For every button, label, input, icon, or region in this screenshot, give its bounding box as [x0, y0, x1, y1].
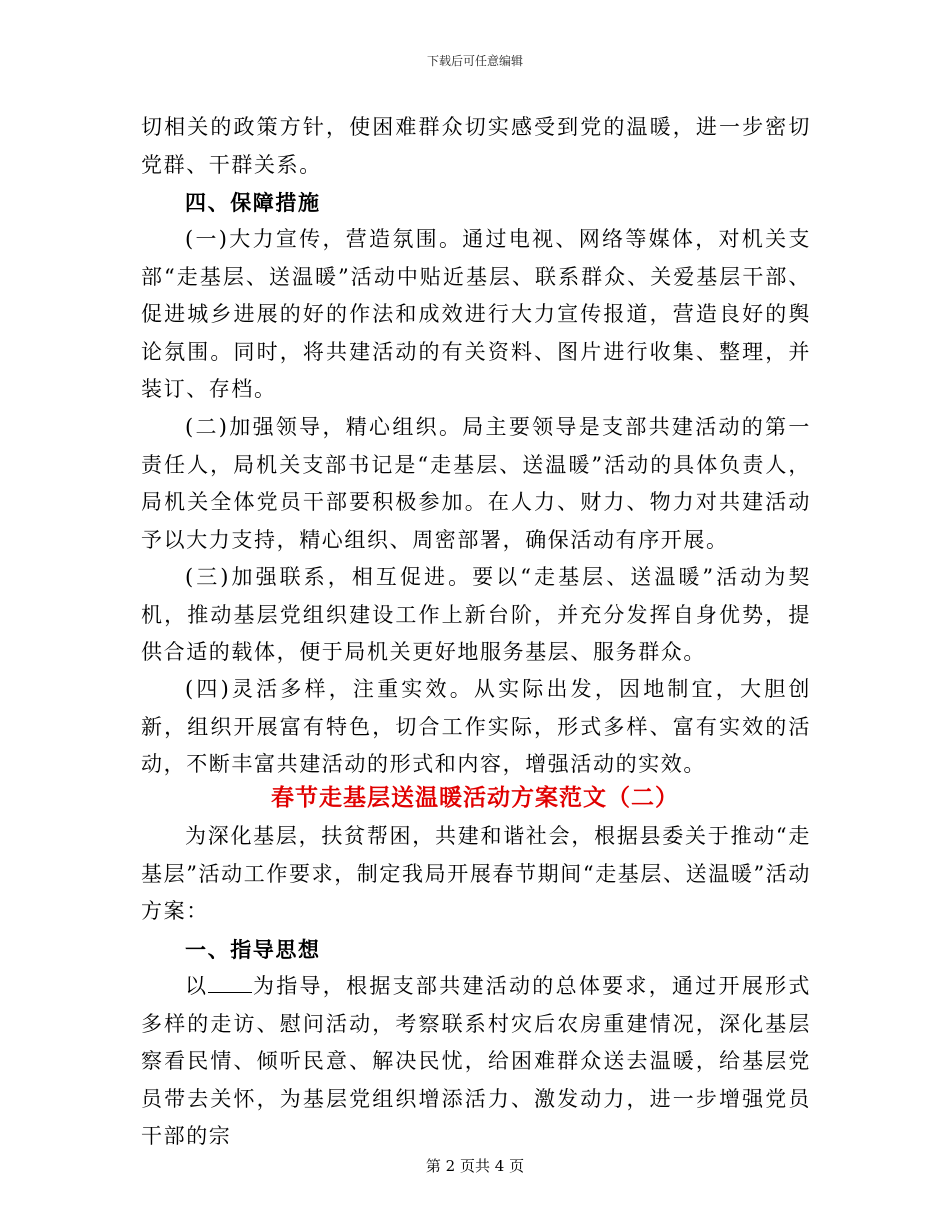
paragraph-intro: 为深化基层，扶贫帮困，共建和谐社会，根据县委关于推动“走基层”活动工作要求，制定我局开展春节期间“走基层、送温暖”活动方案： [141, 824, 811, 924]
section-title: 春节走基层送温暖活动方案范文（二） [271, 785, 679, 811]
paragraph-continuation: 切相关的政策方针，使困难群众切实感受到党的温暖，进一步密切党群、干群关系。 [141, 115, 811, 177]
paragraph-publicity: (一)大力宣传，营造氛围。通过电视、网络等媒体，对机关支部“走基层、送温暖”活动中贴近基层、联系群众、关爱基层干部、促进城乡进展的好的作法和成效进行大力宣传报道，营造良好的舆论氛围。同时，将共建活动的有关资料、图片进行收集、整理，并装订、存档。 [141, 227, 811, 402]
paragraph-leadership: (二)加强领导，精心组织。局主要领导是支部共建活动的第一责任人，局机关支部书记是“走基层、送温暖”活动的具体负责人，局机关全体党员干部要积极参加。在人力、财力、物力对共建活动予以大力支持，精心组织、周密部署，确保活动有序开展。 [141, 415, 811, 552]
heading-guiding-ideology: 一、指导思想 [185, 937, 321, 962]
heading-safeguard-measures: 四、保障措施 [185, 190, 321, 215]
page-header: 下载后可任意编辑 [426, 54, 523, 68]
paragraph-flexibility: (四)灵活多样，注重实效。从实际出发，因地制宜，大胆创新，组织开展富有特色，切合工作实际，形式多样、富有实效的活动，不断丰富共建活动的形式和内容，增强活动的实效。 [141, 677, 811, 777]
fill-in-blank [208, 972, 252, 993]
page-number: 第 2 页共 4 页 [425, 1157, 525, 1175]
paragraph-guiding-ideology [141, 968, 811, 1156]
paragraph-start: 以 [185, 974, 209, 998]
paragraph-rest: 为指导，根据支部共建活动的总体要求，通过开展形式多样的走访、慰问活动，考察联系村灾后农房重建情况，深化基层察看民情、倾听民意、解决民忧，给困难群众送去温暖，给基层党员带去关怀，为基层党组织增添活力、激发动力，进一步增强党员干部的宗 [141, 974, 811, 1149]
paragraph-liaison: (三)加强联系，相互促进。要以“走基层、送温暖”活动为契机，推动基层党组织建设工作上新台阶，并充分发挥自身优势，提供合适的载体，便于局机关更好地服务基层、服务群众。 [141, 565, 811, 665]
